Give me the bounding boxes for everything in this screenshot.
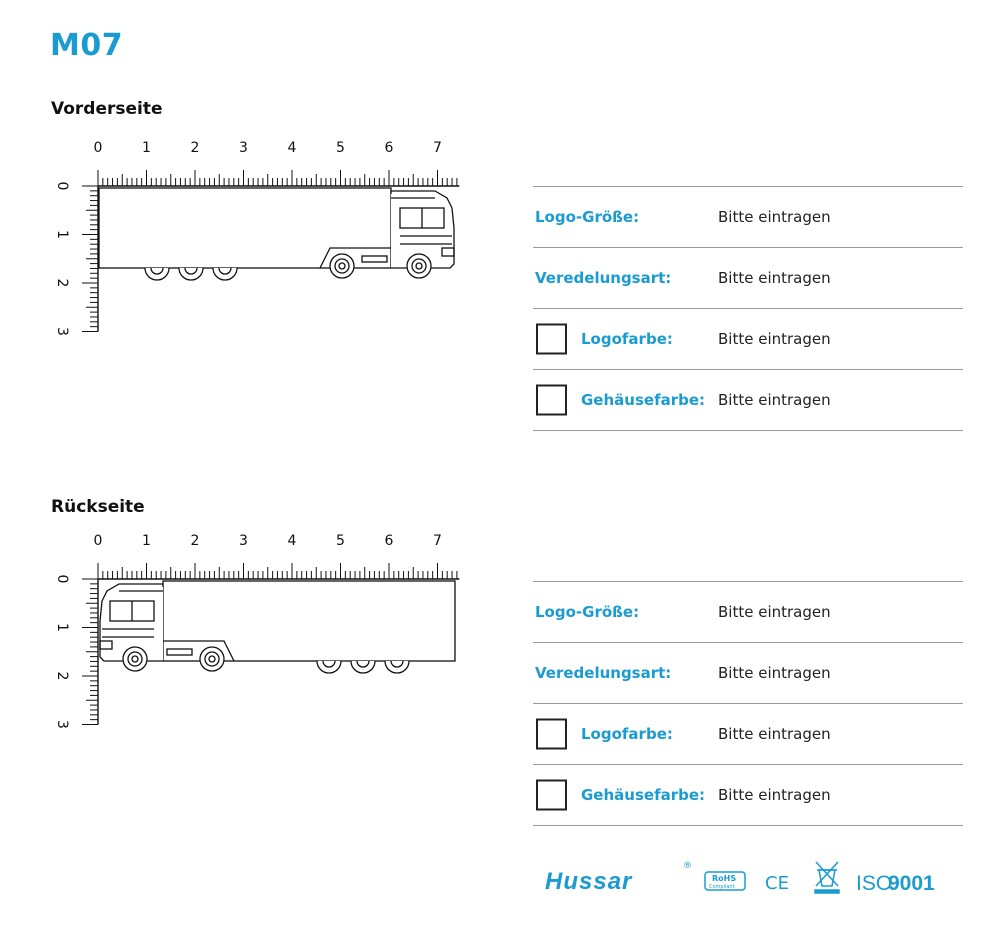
field-label: Logo-Größe: bbox=[535, 208, 640, 226]
housing-color-checkbox[interactable] bbox=[536, 385, 567, 416]
ruler-label: 5 bbox=[336, 533, 345, 549]
field-value[interactable]: Bitte eintragen bbox=[718, 664, 831, 682]
ruler-label: 6 bbox=[384, 140, 394, 156]
ruler-label: 1 bbox=[142, 533, 151, 549]
ruler-label: 4 bbox=[287, 533, 297, 549]
section-title-front: Vorderseite bbox=[51, 99, 163, 119]
field-value[interactable]: Bitte eintragen bbox=[718, 786, 831, 804]
rohs-label: RoHS bbox=[712, 874, 737, 883]
page-title: M07 bbox=[50, 28, 124, 63]
top-ruler bbox=[94, 140, 460, 186]
back-row-logo-size bbox=[533, 581, 963, 642]
ruler-label: 6 bbox=[384, 533, 394, 549]
rohs-icon bbox=[705, 872, 745, 890]
back-row-logo-color bbox=[533, 703, 963, 764]
ruler-label: 7 bbox=[433, 533, 442, 549]
iso-prefix: ISO bbox=[856, 872, 893, 895]
front-product-drawing bbox=[40, 136, 470, 336]
ruler-label: 4 bbox=[287, 140, 297, 156]
ruler-label: 3 bbox=[54, 720, 70, 729]
ruler-label: 5 bbox=[336, 140, 345, 156]
field-label: Logofarbe: bbox=[581, 725, 673, 743]
field-label: Veredelungsart: bbox=[535, 664, 672, 682]
field-value[interactable]: Bitte eintragen bbox=[718, 269, 831, 287]
ruler-label: 2 bbox=[54, 671, 70, 681]
ruler-label: 2 bbox=[190, 533, 200, 549]
field-value[interactable]: Bitte eintragen bbox=[718, 725, 831, 743]
hussar-wordmark: Hussar bbox=[545, 868, 633, 895]
field-value[interactable]: Bitte eintragen bbox=[718, 603, 831, 621]
back-row-housing-color bbox=[533, 764, 963, 826]
logo-color-checkbox[interactable] bbox=[536, 719, 567, 750]
certification-logos bbox=[543, 856, 963, 906]
field-value[interactable]: Bitte eintragen bbox=[718, 208, 831, 226]
ruler-label: 0 bbox=[93, 533, 103, 549]
ruler-label: 3 bbox=[54, 327, 70, 336]
logo-color-checkbox[interactable] bbox=[536, 324, 567, 355]
back-row-finishing bbox=[533, 642, 963, 703]
ruler-label: 1 bbox=[142, 140, 151, 156]
front-spec-form bbox=[533, 186, 963, 431]
housing-color-checkbox[interactable] bbox=[536, 780, 567, 811]
ruler-label: 7 bbox=[433, 140, 442, 156]
back-spec-form bbox=[533, 581, 963, 826]
ruler-label: 0 bbox=[54, 574, 70, 584]
left-ruler bbox=[54, 182, 98, 336]
rohs-sub: Compliant bbox=[709, 884, 735, 890]
ce-mark-icon: CE bbox=[765, 873, 789, 894]
registered-mark: ® bbox=[683, 861, 692, 871]
section-title-back: Rückseite bbox=[51, 497, 145, 517]
ruler-label: 0 bbox=[93, 140, 103, 156]
field-label: Gehäusefarbe: bbox=[581, 786, 706, 804]
front-row-logo-color bbox=[533, 308, 963, 369]
iso-number: 9001 bbox=[888, 872, 935, 895]
ruler-label: 3 bbox=[239, 140, 248, 156]
field-label: Logo-Größe: bbox=[535, 603, 640, 621]
truck-outline-front bbox=[99, 188, 454, 280]
iso-9001-logo bbox=[856, 872, 935, 895]
ruler-label: 2 bbox=[190, 140, 200, 156]
field-value[interactable]: Bitte eintragen bbox=[718, 391, 831, 409]
field-value[interactable]: Bitte eintragen bbox=[718, 330, 831, 348]
front-row-housing-color bbox=[533, 369, 963, 431]
field-label: Veredelungsart: bbox=[535, 269, 672, 287]
front-row-finishing bbox=[533, 247, 963, 308]
hussar-logo bbox=[545, 861, 692, 895]
truck-outline-back bbox=[100, 581, 455, 673]
back-product-drawing bbox=[40, 529, 470, 729]
ruler-label: 3 bbox=[239, 533, 248, 549]
field-label: Gehäusefarbe: bbox=[581, 391, 706, 409]
front-row-logo-size bbox=[533, 186, 963, 247]
ruler-label: 1 bbox=[54, 623, 70, 632]
ruler-label: 0 bbox=[54, 181, 70, 191]
top-ruler bbox=[94, 533, 460, 579]
left-ruler bbox=[54, 575, 98, 729]
ruler-label: 2 bbox=[54, 278, 70, 288]
weee-bin-icon bbox=[815, 862, 839, 893]
field-label: Logofarbe: bbox=[581, 330, 673, 348]
ruler-label: 1 bbox=[54, 230, 70, 239]
